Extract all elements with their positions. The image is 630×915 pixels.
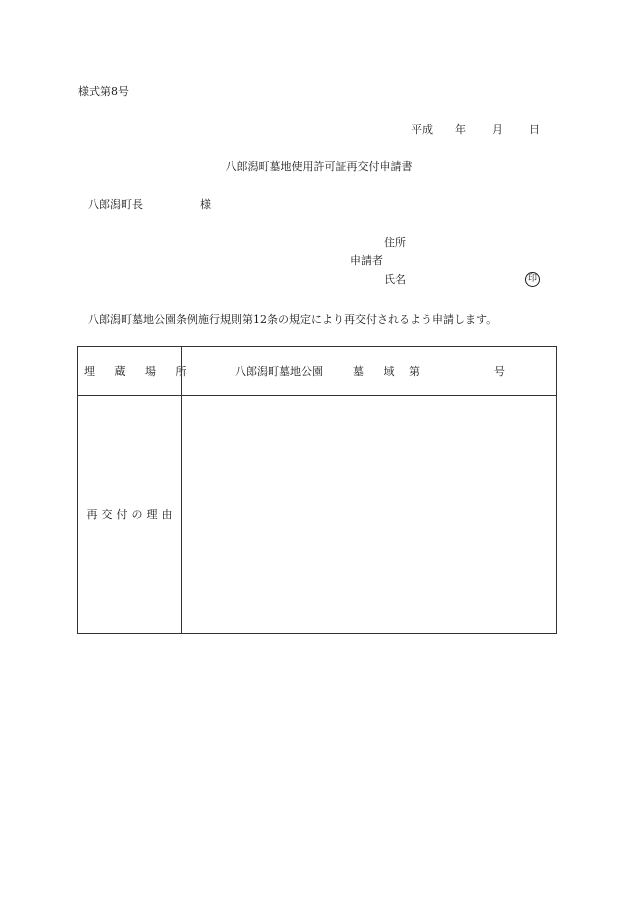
name-label: 氏名	[384, 273, 406, 286]
body-text: 八郎潟町墓地公園条例施行規則第12条の規定により再交付されるよう申請します。	[88, 313, 498, 326]
date-year: 年	[455, 123, 466, 136]
cemetery-name: 八郎潟町墓地公園	[235, 365, 323, 378]
applicant-label: 申請者	[350, 254, 383, 267]
number-suffix: 号	[494, 365, 505, 378]
application-table	[77, 346, 557, 634]
burial-place-label: 埋 蔵 場 所	[84, 365, 195, 378]
grave-area-label: 墓 域	[353, 365, 403, 378]
burial-place-row	[78, 347, 556, 396]
addressee-honorific: 様	[200, 198, 211, 211]
seal-mark: 印	[525, 272, 540, 287]
date-line	[411, 124, 540, 135]
reissue-reason-field[interactable]	[182, 396, 556, 633]
date-era: 平成	[411, 123, 433, 136]
date-day: 日	[529, 123, 540, 136]
addressee	[88, 199, 211, 210]
reissue-reason-label: 再交付の理由	[86, 508, 177, 521]
document-title: 八郎潟町墓地使用許可証再交付申請書	[225, 160, 413, 173]
number-prefix: 第	[409, 365, 420, 378]
addressee-name: 八郎潟町長	[88, 198, 143, 211]
form-number: 様式第8号	[78, 85, 129, 98]
address-label: 住所	[384, 236, 406, 249]
date-month: 月	[492, 123, 503, 136]
